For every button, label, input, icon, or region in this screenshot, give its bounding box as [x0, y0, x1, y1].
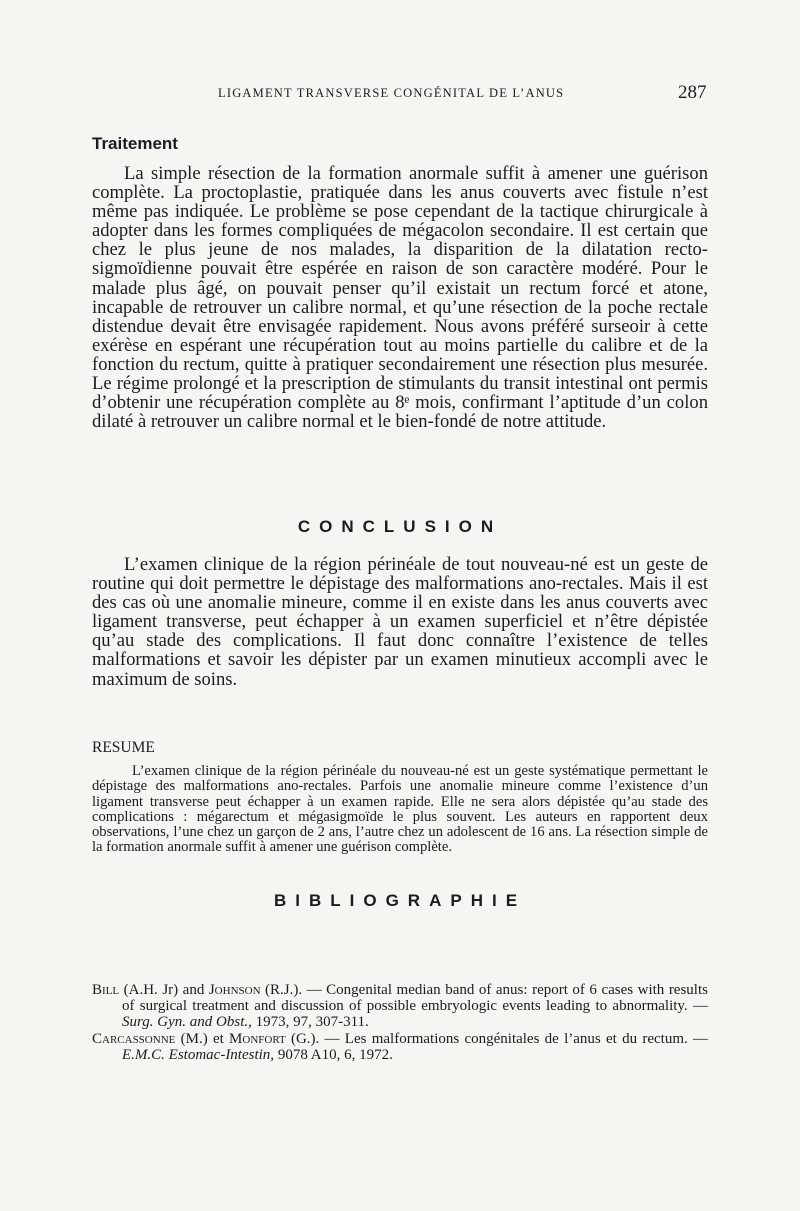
bibliographie-heading: BIBLIOGRAPHIE: [273, 891, 527, 910]
bib-text: (G.). — Les malformations congénitales de l’anus et du rectum. —: [285, 1031, 708, 1047]
bib-text: (A.H. Jr) and: [119, 982, 209, 998]
running-head-title: LIGAMENT TRANSVERSE CONGÉNITAL DE L’ANUS: [218, 86, 565, 100]
resume-label: RESUME: [92, 739, 155, 756]
bib-author: Carcassonne: [92, 1031, 176, 1047]
bib-details: 9078 A10, 6, 1972.: [274, 1047, 393, 1063]
traitement-heading: Traitement: [92, 134, 178, 153]
traitement-paragraph: La simple résection de la formation anormale suffit à amener une guérison complète. La proctoplastie, pratiquée dans les anus couverts avec fistule n’est même pas indiquée. Le problème se pose cependant de la tactique chirurgicale à adopter dans les formes compliquées de mégacolon secondaire. Il est certain que chez le plus jeune de nos malades, la disparition de la dilatation recto-sigmoïdienne pouvait être espérée en raison de son caractère modéré. Pour le malade plus âgé, on pouvait penser qu’il existait un rectum forcé et atone, incapable de retrouver un calibre normal, et qu’une résection de la poche rectale distendue devait être envisagée rapidement. Nous avons préféré surseoir à cette exérèse en espérant une récupération tout au moins partielle du calibre et de la fonction du rectum, quitte à pratiquer secondairement une résection plus mesurée. Le régime prolongé et la prescription de stimulants du transit intestinal ont permis d’obtenir une récupération complète au 8ᵉ mois, confirmant l’aptitude d’un colon dilaté à retrouver un calibre normal et le bien-fondé de notre attitude.: [92, 163, 708, 433]
bib-text: (R.J.). — Congenital median band of anus: report of 6 cases with results of surgical treatment and discussion of possible embryologic events leading to abnormality. —: [122, 982, 708, 1014]
bibliography-entry: [92, 982, 708, 1030]
resume-paragraph: L’examen clinique de la région périnéale du nouveau-né est un geste systématique permettant le dépistage des malformations ano-rectales. Parfois une anomalie mineure comme l’existence d’un ligament transverse peut échapper à un examen rapide. Elle ne sera alors dépistée qu’au stade des complications : mégarectum et mégasigmoïde le plus souvent. Les auteurs en rapportent deux observations, l’une chez un garçon de 2 ans, l’autre chez un adolescent de 16 ans. La résection simple de la formation anormale suffit à amener une guérison complète.: [92, 763, 708, 856]
bibliography-entry: [92, 1031, 708, 1063]
bib-author: Johnson: [208, 982, 261, 998]
bib-journal: E.M.C. Estomac-Intestin,: [122, 1047, 275, 1063]
conclusion-paragraph: L’examen clinique de la région périnéale de tout nouveau-né est un geste de routine qui doit permettre le dépistage des malformations ano-rectales. Mais il est des cas où une anomalie mineure, comme il en existe dans les anus couverts avec ligament transverse, peut échapper à un examen superficiel et n’être dépistée qu’au stade des complications. Il faut donc connaître l’existence de telles malformations et savoir les dépister par un examen minutieux accompli avec le maximum de soins.: [92, 554, 708, 690]
bib-journal: Surg. Gyn. and Obst.,: [122, 1014, 252, 1030]
bib-author: Monfort: [229, 1031, 286, 1047]
bib-text: (M.) et: [175, 1031, 230, 1047]
conclusion-heading: CONCLUSION: [297, 517, 503, 536]
bib-details: 1973, 97, 307-311.: [251, 1014, 369, 1030]
page-number: 287: [678, 82, 707, 103]
bib-author: Bill: [92, 982, 120, 998]
